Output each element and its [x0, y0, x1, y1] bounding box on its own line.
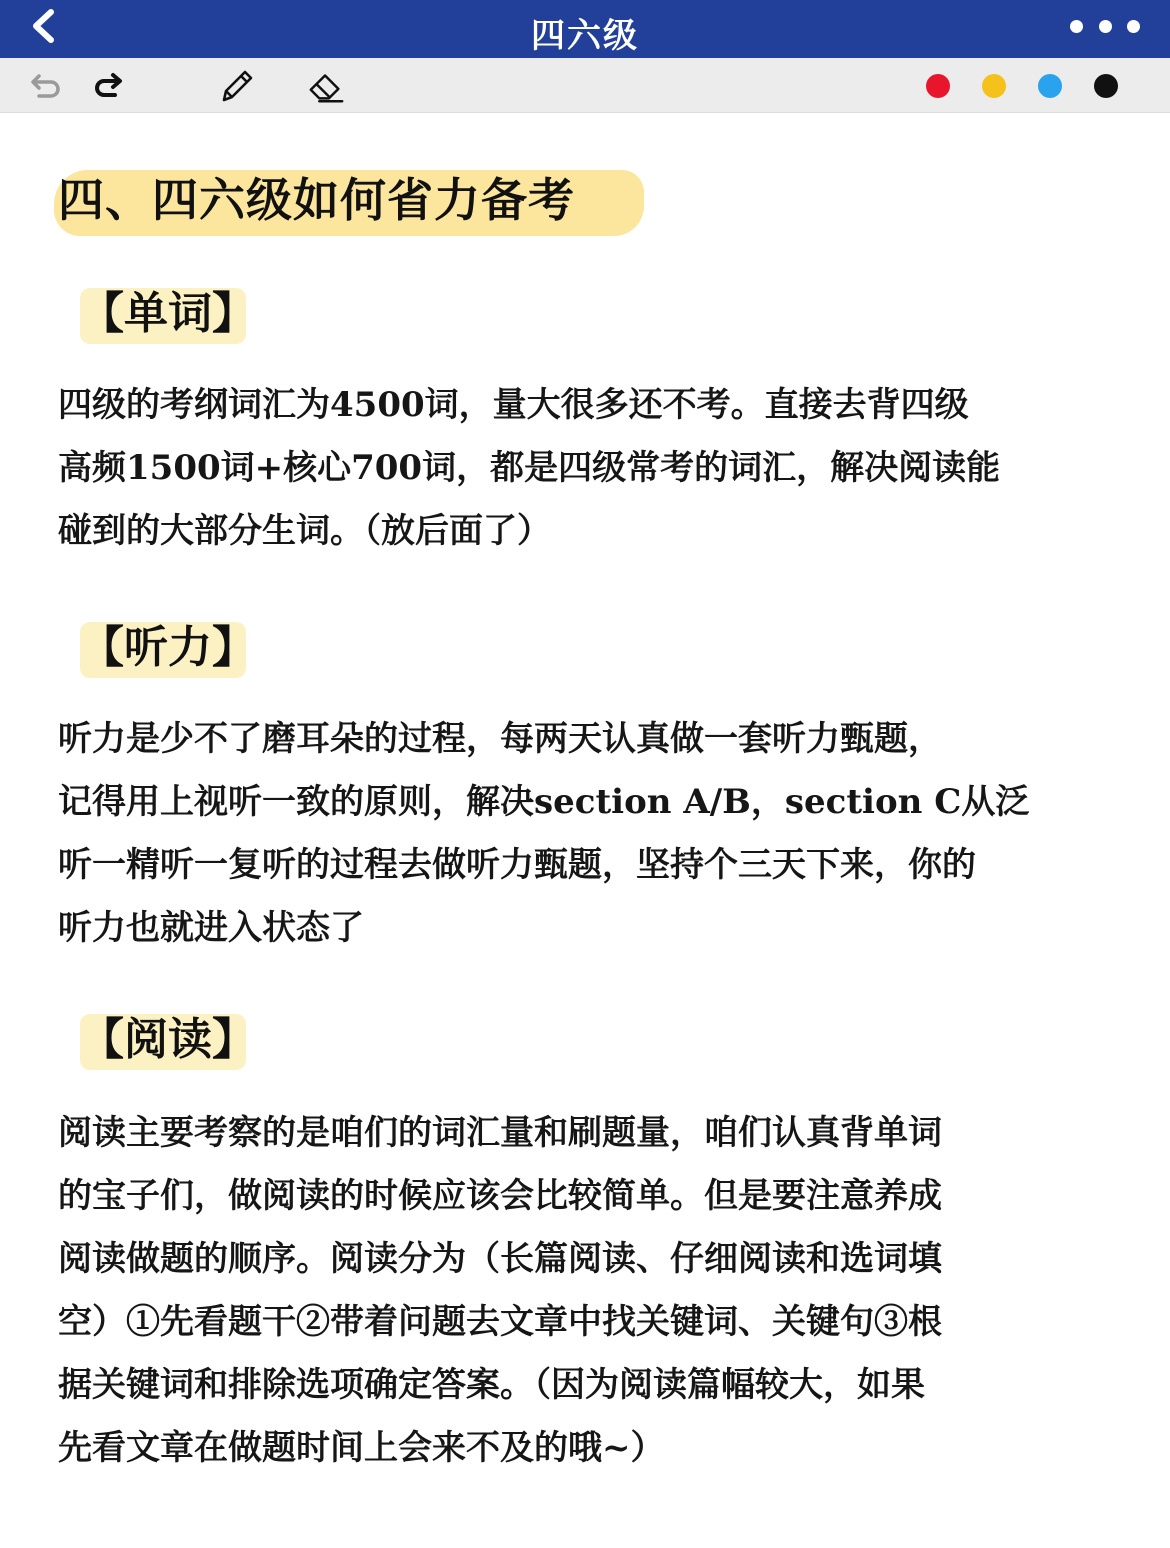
eraser-button[interactable]: [306, 66, 346, 106]
section-heading-reading: [80, 1010, 256, 1070]
more-dot-icon: [1070, 20, 1083, 33]
text-line: 高频1500词+核心700词，都是四级常考的词汇，解决阅读能: [58, 448, 1001, 488]
color-red-swatch[interactable]: [926, 74, 950, 98]
text-line: 先看文章在做题时间上会来不及的哦~）: [58, 1428, 665, 1468]
text-line: 四级的考纲词汇为4500词，量大很多还不考。直接去背四级: [58, 385, 969, 425]
section-label: 【阅读】: [80, 1014, 256, 1065]
more-options-button[interactable]: [1070, 14, 1140, 38]
text-line: 的宝子们，做阅读的时候应该会比较简单。但是要注意养成: [58, 1176, 942, 1216]
section-label: 【单词】: [80, 288, 256, 339]
text-line: 听力也就进入状态了: [58, 908, 364, 948]
pencil-button[interactable]: [216, 66, 256, 106]
text-line: 阅读做题的顺序。阅读分为（长篇阅读、仔细阅读和选词填: [58, 1239, 942, 1279]
color-yellow-swatch[interactable]: [982, 74, 1006, 98]
color-blue-swatch[interactable]: [1038, 74, 1062, 98]
text-line: 记得用上视听一致的原则，解决section A/B，section C从泛: [58, 782, 1030, 822]
text-line: 听一精听一复听的过程去做听力甄题，坚持个三天下来，你的: [58, 845, 976, 885]
section-label: 【听力】: [80, 622, 256, 673]
title-bar: [0, 0, 1170, 58]
text-line: 碰到的大部分生词。（放后面了）: [58, 511, 551, 551]
paragraph-vocabulary: [58, 374, 1118, 563]
text-line: 阅读主要考察的是咱们的词汇量和刷题量，咱们认真背单词: [58, 1113, 942, 1153]
undo-icon: [29, 71, 63, 101]
text-line: 听力是少不了磨耳朵的过程，每两天认真做一套听力甄题，: [58, 719, 942, 759]
redo-icon: [91, 71, 125, 101]
pencil-icon: [216, 66, 256, 106]
undo-button[interactable]: [26, 66, 66, 106]
eraser-icon: [306, 66, 346, 106]
section-heading-listening: [80, 618, 256, 678]
paragraph-listening: [58, 708, 1118, 960]
drawing-toolbar: [0, 58, 1170, 113]
section-heading-vocabulary: [80, 284, 256, 344]
main-title-text: 四、四六级如何省力备考: [58, 173, 575, 227]
paragraph-reading: [58, 1102, 1118, 1480]
color-black-swatch[interactable]: [1094, 74, 1118, 98]
text-line: 空）①先看题干②带着问题去文章中找关键词、关键句③根: [58, 1302, 942, 1342]
redo-button[interactable]: [88, 66, 128, 106]
more-dot-icon: [1099, 20, 1112, 33]
page-title: 四六级: [531, 16, 639, 56]
text-line: 据关键词和排除选项确定答案。（因为阅读篇幅较大，如果: [58, 1365, 925, 1405]
more-dot-icon: [1127, 20, 1140, 33]
note-canvas[interactable]: [0, 112, 1170, 1548]
main-heading: [58, 164, 575, 230]
